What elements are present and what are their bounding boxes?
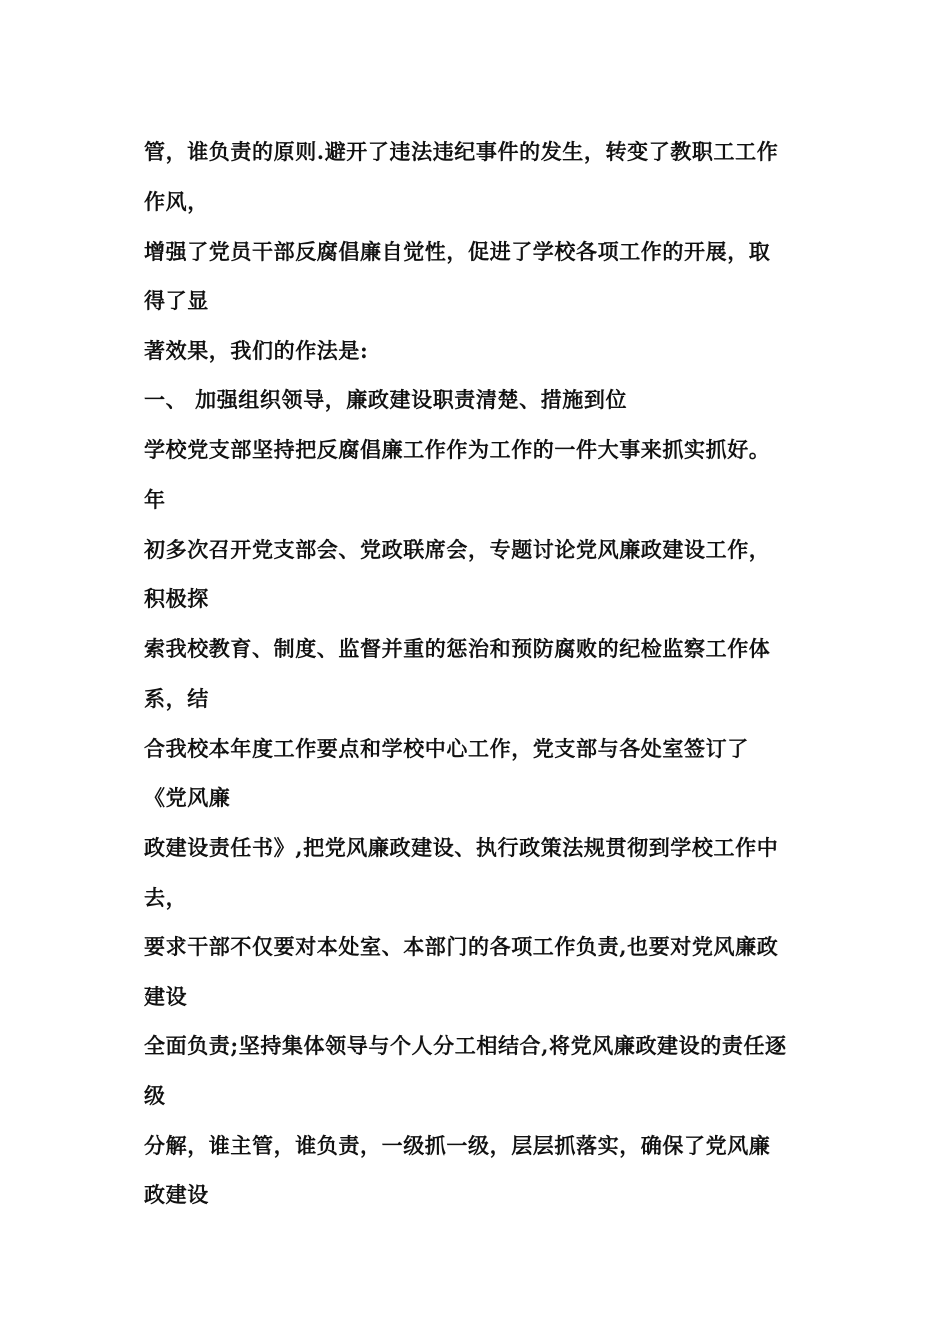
- text-line: 学校党支部坚持把反腐倡廉工作作为工作的一件大事来抓实抓好。: [144, 437, 771, 462]
- text-line: 得了显: [144, 288, 209, 313]
- text-line: 系，结: [144, 686, 209, 711]
- text-line: 合我校本年度工作要点和学校中心工作，党支部与各处室签订了: [144, 736, 749, 761]
- text-line: 要求干部不仅要对本处室、本部门的各项工作负责,也要对党风廉政: [144, 934, 779, 959]
- text-line: 级: [144, 1083, 166, 1108]
- text-line: 去，: [144, 885, 188, 910]
- text-line: 年: [144, 487, 166, 512]
- text-line: 初多次召开党支部会、党政联席会，专题讨论党风廉政建设工作，: [144, 537, 771, 562]
- section-heading: 一、 加强组织领导，廉政建设职责清楚、措施到位: [144, 387, 628, 412]
- text-line: 政建设责任书》,把党风廉政建设、执行政策法规贯彻到学校工作中: [144, 835, 779, 860]
- text-line: 政建设: [144, 1182, 209, 1207]
- text-line: 建设: [144, 984, 188, 1009]
- text-line: 索我校教育、制度、监督并重的惩治和预防腐败的纪检监察工作体: [144, 636, 771, 661]
- text-line: 著效果，我们的作法是:: [144, 338, 369, 363]
- text-line: 积极探: [144, 586, 209, 611]
- text-line: 全面负责;坚持集体领导与个人分工相结合,将党风廉政建设的责任逐: [144, 1033, 787, 1058]
- text-line: 《党风廉: [144, 785, 231, 810]
- text-line: 作风，: [144, 189, 209, 214]
- text-line: 增强了党员干部反腐倡廉自觉性，促进了学校各项工作的开展，取: [144, 239, 771, 264]
- text-line: 分解，谁主管，谁负责，一级抓一级，层层抓落实，确保了党风廉: [144, 1133, 771, 1158]
- text-line: 管，谁负责的原则.避开了违法违纪事件的发生，转变了教职工工作: [144, 139, 779, 164]
